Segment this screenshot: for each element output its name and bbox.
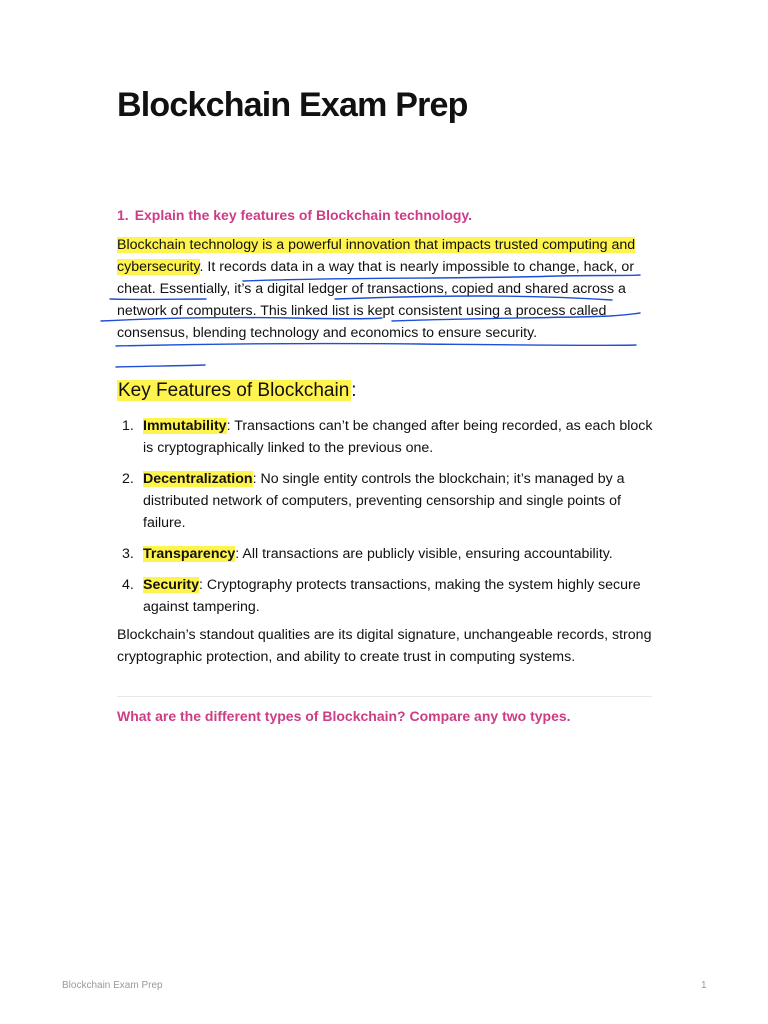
- underline-stroke: [116, 365, 205, 367]
- feature-name: Decentralization: [143, 471, 253, 487]
- feature-number: 3.: [122, 546, 134, 562]
- question-2: What are the different types of Blockchain? Compare any two types.: [117, 708, 571, 724]
- question-1-text: Explain the key features of Blockchain technology.: [134, 207, 473, 223]
- feature-item: [117, 468, 657, 534]
- feature-name: Transparency: [143, 546, 236, 562]
- intro-paragraph: [117, 234, 657, 344]
- summary-paragraph: Blockchain’s standout qualities are its digital signature, unchangeable records, strong cryptographic protection, and ability to create trust in computing systems.: [117, 627, 652, 665]
- feature-item: [117, 574, 657, 618]
- feature-name: Security: [143, 577, 199, 593]
- key-features-heading-text: Key Features of Blockchain: [118, 380, 350, 401]
- page-title: Blockchain Exam Prep: [117, 86, 468, 124]
- feature-text: : Transactions can’t be changed after being recorded, as each block is cryptographically linked to the previous one.: [143, 418, 653, 456]
- intro-highlighted-text: Blockchain technology is a powerful innovation that impacts trusted computing and cybersecurity: [117, 237, 636, 275]
- key-features-heading: [117, 380, 357, 402]
- feature-item: [117, 543, 657, 565]
- question-1-number: 1.: [117, 207, 129, 223]
- key-features-list: [117, 415, 657, 627]
- footer-page-number: 1: [701, 980, 707, 991]
- feature-number: 1.: [122, 418, 134, 434]
- feature-number: 2.: [122, 471, 134, 487]
- feature-text: : Cryptography protects transactions, making the system highly secure against tampering.: [143, 577, 641, 615]
- intro-rest-text: . It records data in a way that is nearly impossible to change, hack, or cheat. Essentially, it’s a digital ledger of transactions, copied and shared across a network of computers. This linked list is kept consistent using a process called consensus, blending technology and economics to ensure security.: [117, 259, 635, 341]
- section-divider: [117, 696, 652, 697]
- feature-number: 4.: [122, 577, 134, 593]
- feature-text: : No single entity controls the blockchain; it’s managed by a distributed network of computers, preventing censorship and single points of failure.: [143, 471, 625, 531]
- key-features-heading-colon: :: [351, 380, 357, 401]
- question-1: [117, 207, 472, 223]
- feature-name: Immutability: [143, 418, 227, 434]
- footer-title: Blockchain Exam Prep: [62, 980, 163, 991]
- feature-item: [117, 415, 657, 459]
- feature-text: : All transactions are publicly visible, ensuring accountability.: [235, 546, 613, 562]
